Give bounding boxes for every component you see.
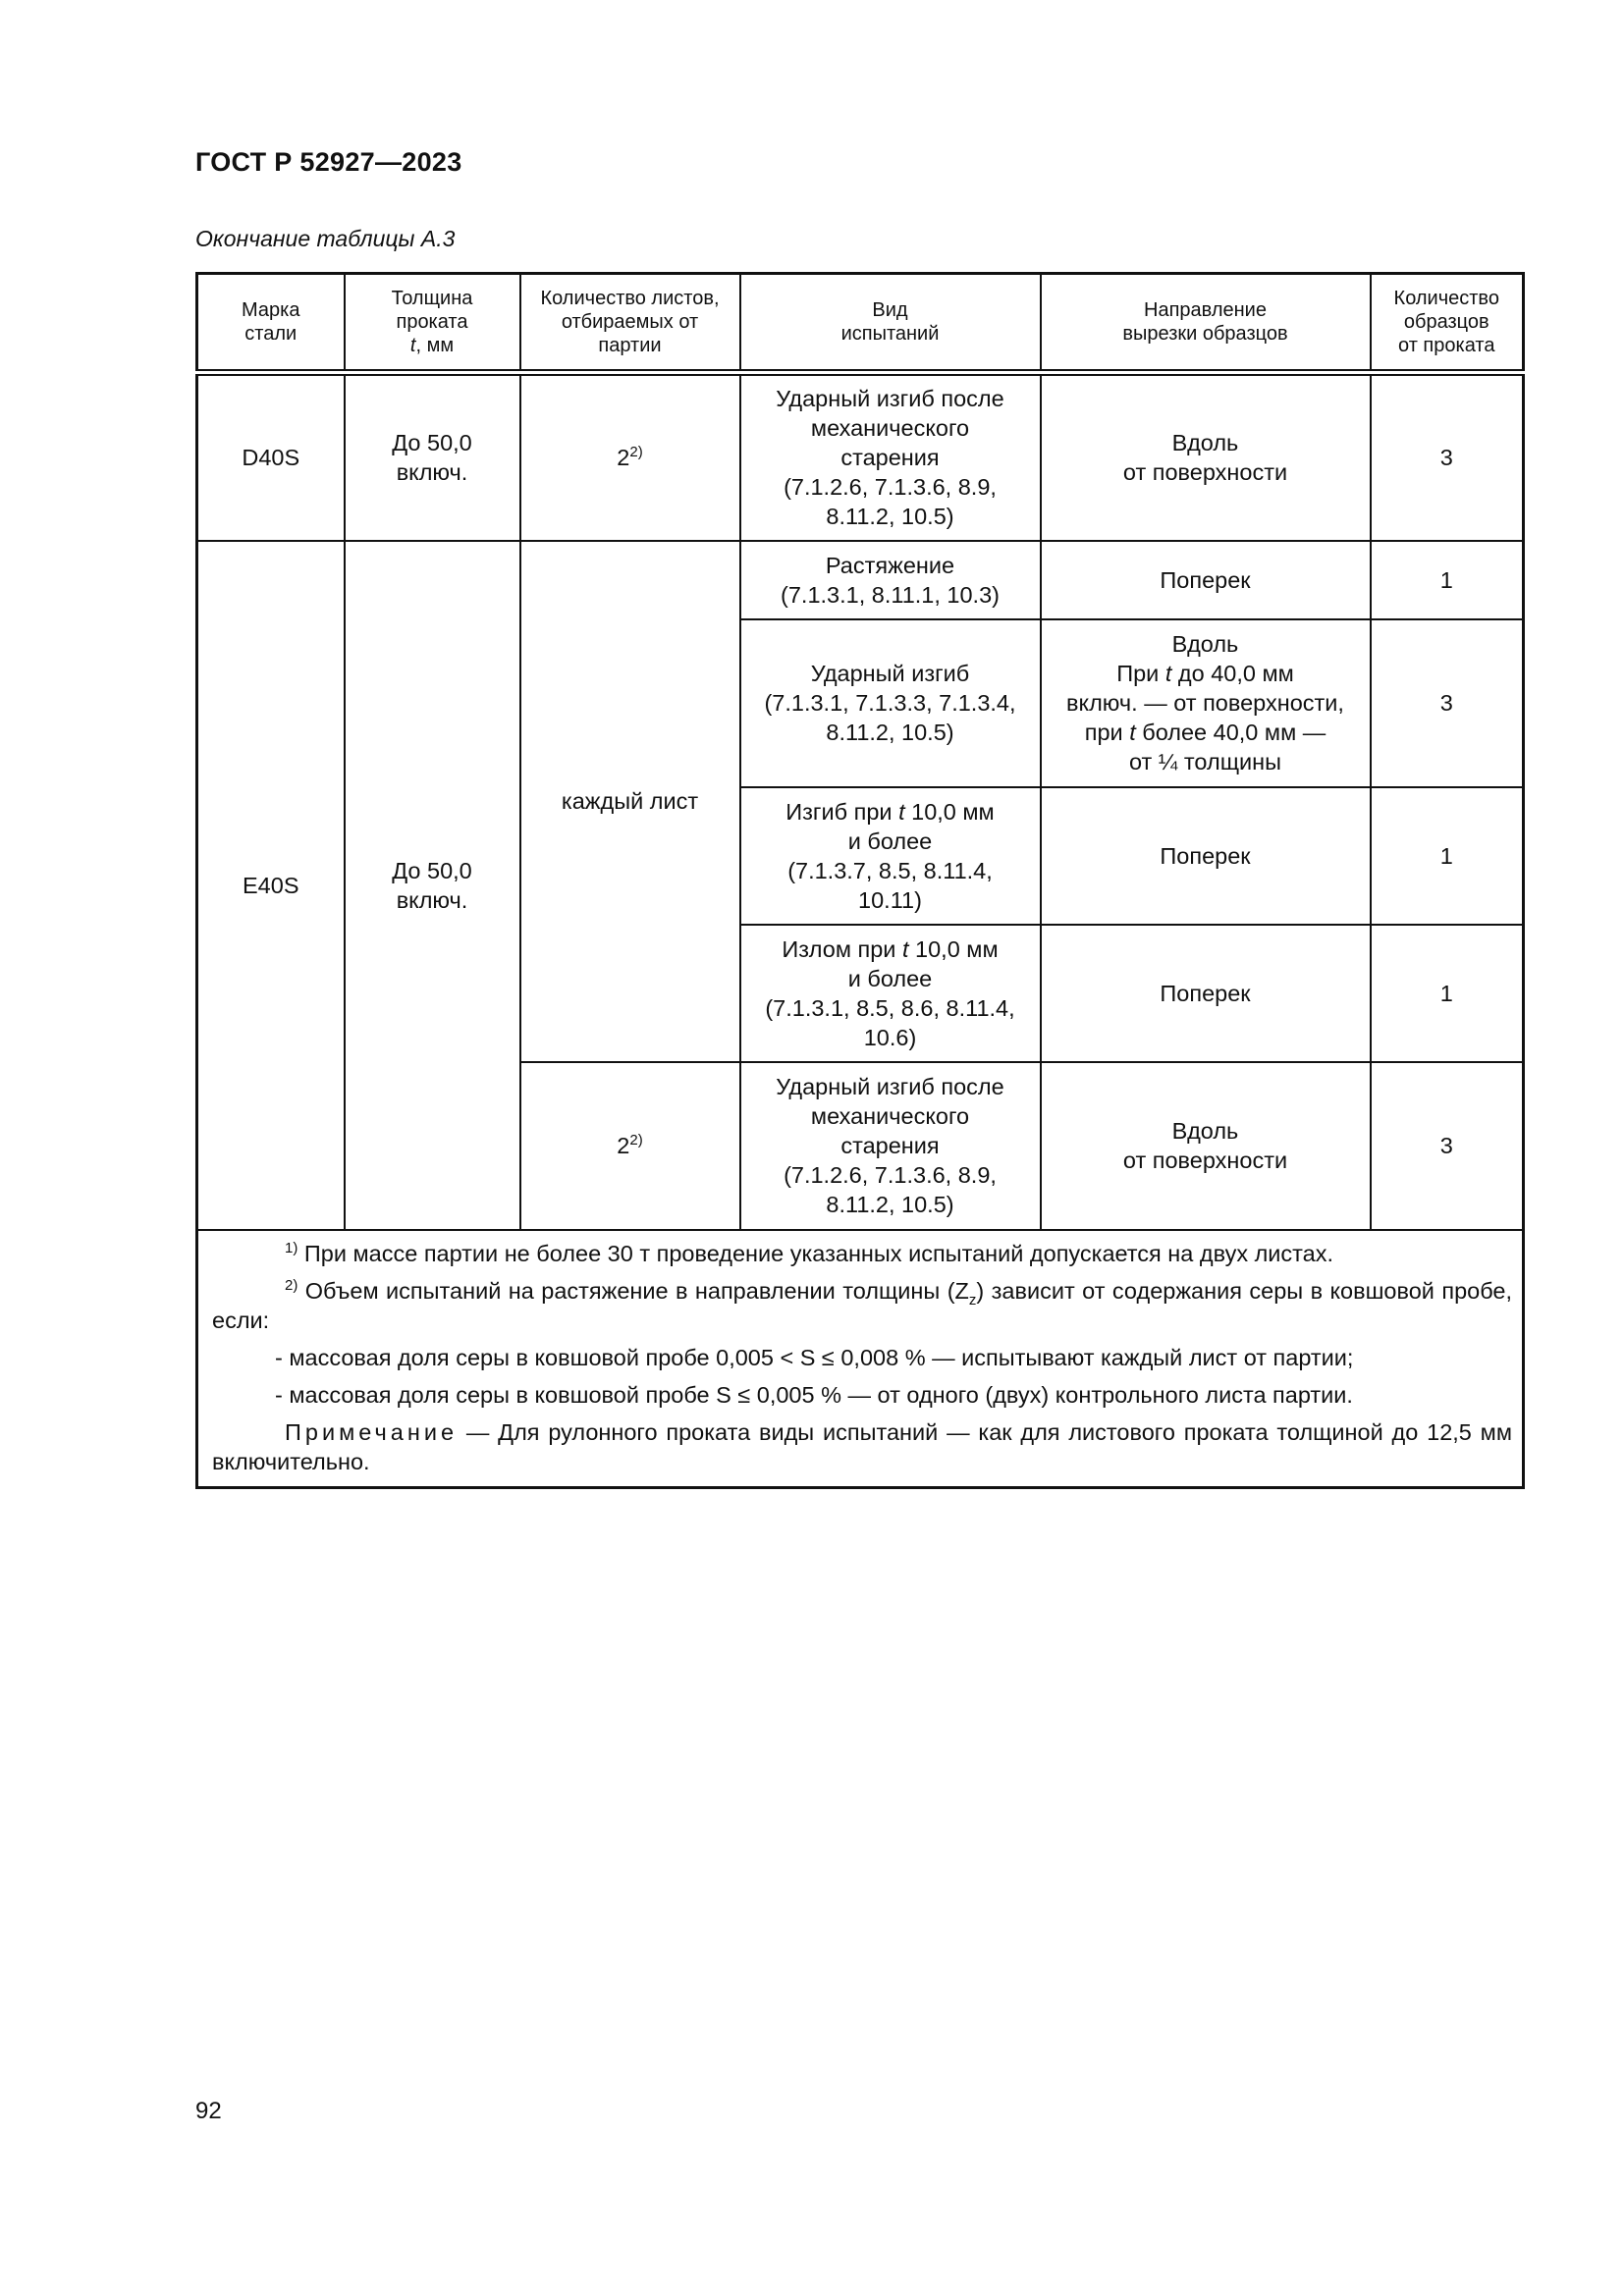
- cell-test: Изгиб при t 10,0 мм и более (7.1.3.7, 8.5, 8.11.4, 10.11): [740, 787, 1041, 925]
- table-notes-row: [197, 1230, 1524, 1488]
- table-remark: Примечание — Для рулонного проката виды испытаний — как для листового проката толщиной до 12,5 мм включительно.: [212, 1418, 1512, 1474]
- cell-direction: Поперек: [1041, 541, 1371, 619]
- cell-thickness: До 50,0 включ.: [345, 373, 520, 541]
- footnote-2: $^{2)}$ Объем испытаний на растяжение в направлении толщины $(Z_z)$ зависит от содержания серы в ковшовой пробе, если:: [212, 1276, 1512, 1333]
- table-caption: Окончание таблицы А.3: [195, 226, 456, 251]
- table-notes: [197, 1230, 1524, 1488]
- cell-direction: Поперек: [1041, 787, 1371, 925]
- cell-sheets: 2$^{2)}$: [520, 373, 740, 541]
- header-cut-direction: Направление вырезки образцов: [1041, 274, 1371, 373]
- header-sheets-count: Количество листов, отбираемых от партии: [520, 274, 740, 373]
- cell-test: Излом при t 10,0 мм и более (7.1.3.1, 8.5, 8.6, 8.11.4, 10.6): [740, 925, 1041, 1062]
- page-number: 92: [195, 2098, 222, 2124]
- cell-test: Ударный изгиб (7.1.3.1, 7.1.3.3, 7.1.3.4, 8.11.2, 10.5): [740, 619, 1041, 787]
- cell-samples: 3: [1371, 373, 1524, 541]
- cell-direction: Вдоль от поверхности: [1041, 373, 1371, 541]
- cell-thickness: До 50,0 включ.: [345, 541, 520, 1230]
- table-row-e40s-tension: [197, 541, 1524, 619]
- footnote-2-item-1: - массовая доля серы в ковшовой пробе 0,005 < S ≤ 0,008 % — испытывают каждый лист от партии;: [275, 1344, 1354, 1370]
- cell-test: Растяжение (7.1.3.1, 8.11.1, 10.3): [740, 541, 1041, 619]
- cell-direction: Вдоль от поверхности: [1041, 1062, 1371, 1230]
- cell-test: Ударный изгиб после механического старения (7.1.2.6, 7.1.3.6, 8.9, 8.11.2, 10.5): [740, 1062, 1041, 1230]
- cell-grade: E40S: [197, 541, 345, 1230]
- cell-direction: Вдоль При t до 40,0 мм включ. — от поверхности, при t более 40,0 мм — от ¼ толщины: [1041, 619, 1371, 787]
- footnote-2-item-2: - массовая доля серы в ковшовой пробе S ≤ 0,005 % — от одного (двух) контрольного листа партии.: [275, 1381, 1353, 1408]
- cell-test: Ударный изгиб после механического старения (7.1.2.6, 7.1.3.6, 8.9, 8.11.2, 10.5): [740, 373, 1041, 541]
- cell-samples: 3: [1371, 619, 1524, 787]
- header-thickness: Толщина проката t, мм: [345, 274, 520, 373]
- header-samples-count: Количество образцов от проката: [1371, 274, 1524, 373]
- cell-samples: 1: [1371, 541, 1524, 619]
- footnote-ref: 2): [629, 1132, 643, 1148]
- cell-direction: Поперек: [1041, 925, 1371, 1062]
- cell-sheets: 2$^{2)}$: [520, 1062, 740, 1230]
- footnote-ref: 2): [629, 444, 643, 461]
- cell-sheets: каждый лист: [520, 541, 740, 1062]
- table-row-d40s: [197, 373, 1524, 541]
- test-requirements-table: [195, 272, 1525, 1489]
- header-test-type: Вид испытаний: [740, 274, 1041, 373]
- cell-samples: 1: [1371, 925, 1524, 1062]
- footnote-1: $^{1)}$ При массе партии не более 30 т проведение указанных испытаний допускается на двух листах.: [285, 1239, 1334, 1266]
- table-header-row: [197, 274, 1524, 373]
- cell-samples: 1: [1371, 787, 1524, 925]
- header-steel-grade: Марка стали: [197, 274, 345, 373]
- cell-samples: 3: [1371, 1062, 1524, 1230]
- cell-grade: D40S: [197, 373, 345, 541]
- standard-designation: ГОСТ Р 52927—2023: [195, 147, 462, 177]
